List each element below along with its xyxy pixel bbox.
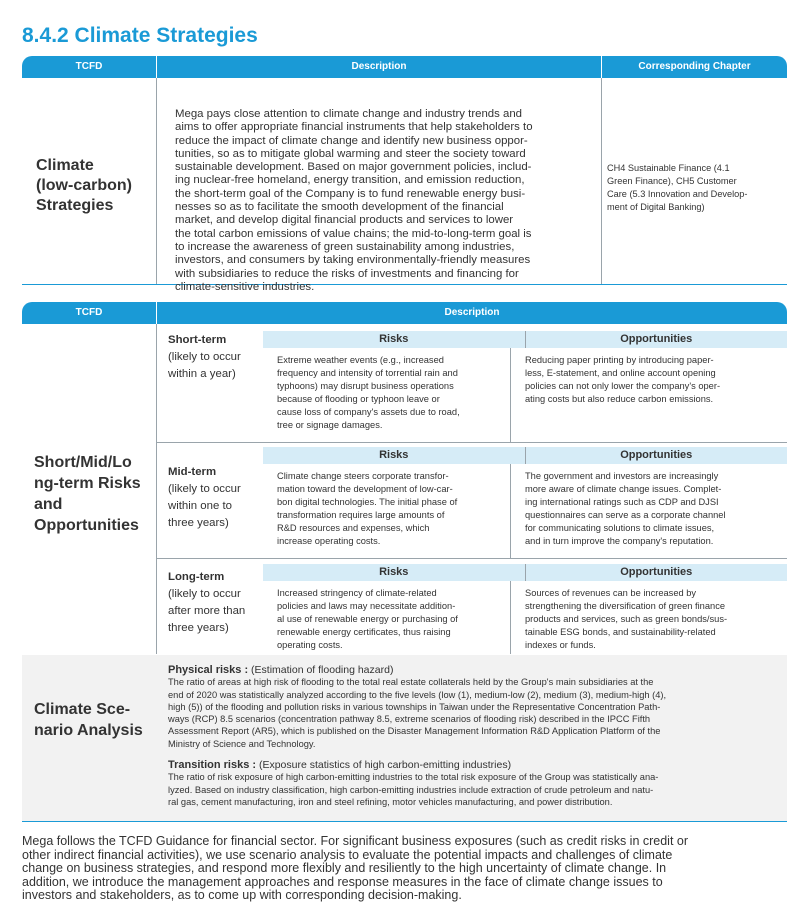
text-line: the short-term goal of the Company is to fund renewable energy busi- <box>175 187 526 200</box>
physical-risks-heading <box>168 664 768 676</box>
text-line: Climate change steers corporate transfor- <box>277 471 449 481</box>
climate-strategies-table <box>22 56 787 293</box>
text-line: Increased stringency of climate-related <box>277 588 437 598</box>
row-label-cell <box>22 324 157 654</box>
chapter-cell <box>602 78 787 284</box>
table-row <box>22 78 787 293</box>
term-name <box>168 569 245 637</box>
footer-paragraph <box>22 835 790 903</box>
term-title: Short-term <box>168 334 227 346</box>
text-line: operating costs. <box>277 640 343 651</box>
term-note: within a year) <box>168 368 236 380</box>
text-line: questionnaires can serve as a corporate channel <box>525 510 726 521</box>
text-line: tunities, so as to mitigate global warming and steer the society toward <box>175 147 526 160</box>
risks-opportunities-block <box>263 331 787 442</box>
text-line: ing nuclear-free homeland, energy transition, and emission reduction, <box>175 174 525 187</box>
row-label-line: Climate <box>36 157 94 174</box>
transition-risks-subtitle: (Exposure statistics of high carbon-emitting industries) <box>258 759 512 772</box>
text-line: ways (RCP) 8.5 scenarios (concentration pathway 8.5, extreme scenarios of flooding risk) described in the IPCC Fifth <box>168 714 651 725</box>
text-line: the total carbon emissions of value chains; the mid-to-long-term goal is <box>175 227 532 240</box>
text-line: sustainable development. Based on major government policies, includ- <box>175 161 532 174</box>
text-line: ral gas, cement manufacturing, iron and steel refining, motor vehicles manufacturing, and power distribution. <box>168 796 613 807</box>
text-line: indexes or funds. <box>525 640 596 651</box>
text-line: to increase the awareness of green sustainability among industries, <box>175 240 515 253</box>
term-note: (likely to occur <box>168 588 241 600</box>
text-line: mation toward the development of low-car- <box>277 484 453 495</box>
row-divider <box>157 442 787 443</box>
text-line: bon digital technologies. The initial phase of <box>277 497 458 508</box>
text-line: transformation requires large amounts of <box>277 510 445 521</box>
physical-risks-subtitle: (Estimation of flooding hazard) <box>251 664 394 676</box>
text-line: tainable ESG bonds, and sustainability-related <box>525 627 716 638</box>
risks-opportunities-table <box>22 302 787 822</box>
text-line: typhoons) may disrupt business operations <box>277 381 454 392</box>
text-line: less, E-statement, and online account opening <box>525 368 716 379</box>
description-cell <box>156 78 602 293</box>
text-line: The ratio of risk exposure of high carbon-emitting industries to the total risk exposure of the Group was statistically ana- <box>168 772 659 783</box>
text-line: aims to offer appropriate financial instruments that help stakeholders to <box>175 121 533 134</box>
row-label-line: and <box>34 496 63 513</box>
term-short <box>157 324 787 442</box>
term-note: three years) <box>168 622 229 634</box>
text-line: more aware of climate change issues. Complet- <box>525 484 722 495</box>
row-label <box>34 452 141 536</box>
opportunities-header: Opportunities <box>620 449 693 461</box>
text-line: addition, we introduce the management approaches and response measures in the face of climate change issues to <box>22 874 663 889</box>
text-line: CH4 Sustainable Finance (4.1 <box>607 163 730 173</box>
transition-risks-heading <box>168 759 768 771</box>
text-line: Care (5.3 Innovation and Develop- <box>607 189 748 199</box>
row-label-line: (low-carbon) <box>36 177 132 194</box>
text-line: investors, and consumers by taking environmentally-friendly measures <box>175 254 531 267</box>
text-line: because of flooding or typhoon leave or <box>277 394 440 405</box>
header-tcfd: TCFD <box>22 302 157 324</box>
text-line: change on business strategies, and respond more flexibly and resiliently to the high uncertainty of climate change. In <box>22 861 667 876</box>
opportunities-header: Opportunities <box>620 566 693 578</box>
term-title: Long-term <box>168 571 225 583</box>
risks-header: Risks <box>263 564 526 581</box>
term-long <box>157 558 787 654</box>
header-corresponding-chapter: Corresponding Chapter <box>602 56 787 78</box>
opportunities-text <box>511 581 781 654</box>
text-line: renewable energy certificates, thus raising <box>277 627 451 638</box>
row-label-line: Opportunities <box>34 517 139 534</box>
text-line: increase operating costs. <box>277 536 381 547</box>
text-line: high (5)) of the flooding and pollution risks in various townships in Taiwan under the Representative Concentration Path- <box>168 701 661 712</box>
text-line: and in turn improve the company's reputation. <box>525 536 714 547</box>
term-name <box>168 332 241 383</box>
risks-text <box>263 348 511 442</box>
row-label-line: Short/Mid/Lo <box>34 454 132 471</box>
text-line: for communicating solutions to climate issues, <box>525 523 715 534</box>
physical-risks-title: Physical risks : <box>168 664 249 676</box>
text-line: Extreme weather events (e.g., increased <box>277 355 444 365</box>
text-line: al use of renewable energy or purchasing of <box>277 614 458 625</box>
text-line: policies and laws may necessitate addition- <box>277 601 456 612</box>
risks-opportunities-block <box>263 447 787 558</box>
text-line: The ratio of areas at high risk of flooding to the total real estate collaterals held by the Group's main subsidiaries at the <box>168 677 654 688</box>
text-line: ing international ratings such as CDP and DJSI <box>525 497 719 508</box>
text-line: investors and stakeholders, as to come up with corresponding decision-making. <box>22 888 462 903</box>
row-label-line: Climate Sce- <box>34 701 131 718</box>
text-line: Green Finance), CH5 Customer <box>607 176 737 186</box>
text-line: Mega pays close attention to climate change and industry trends and <box>175 108 522 120</box>
row-label <box>22 78 156 216</box>
chapter-text <box>602 78 787 214</box>
text-line: tree or signage damages. <box>277 420 383 431</box>
text-line: lyzed. Based on industry classification, high carbon-emitting industries include extraction of crude petroleum and natu- <box>168 784 654 795</box>
opportunities-header: Opportunities <box>620 333 693 345</box>
scenario-analysis-row <box>22 655 787 821</box>
text-line: nesses so as to facilitate the smooth development of the financial <box>175 201 504 214</box>
text-line: ating costs but also reduce carbon emissions. <box>525 394 714 405</box>
section-title: 8.4.2 Climate Strategies <box>22 24 258 47</box>
text-line: R&D resources and expenses, which <box>277 523 430 534</box>
term-note: three years) <box>168 517 229 529</box>
term-note: (likely to occur <box>168 483 241 495</box>
scenario-description <box>168 664 768 808</box>
text-line: climate-sensitive industries. <box>175 280 315 293</box>
risks-opportunities-block <box>263 564 787 654</box>
row-label <box>34 699 143 741</box>
text-line: Reducing paper printing by introducing paper- <box>525 355 714 365</box>
text-line: Sources of revenues can be increased by <box>525 588 697 598</box>
row-divider <box>157 558 787 559</box>
term-note: (likely to occur <box>168 351 241 363</box>
text-line: frequency and intensity of torrential rain and <box>277 368 458 379</box>
table-header-row <box>22 302 787 324</box>
ro-body <box>263 464 787 558</box>
ro-body <box>263 581 787 654</box>
term-name <box>168 464 241 532</box>
term-mid <box>157 442 787 558</box>
text-line: policies can not only lower the company's oper- <box>525 381 721 392</box>
header-tcfd: TCFD <box>22 56 156 78</box>
ro-header <box>263 331 787 348</box>
text-line: strengthening the diversification of green finance <box>525 601 726 612</box>
risks-text <box>263 581 511 654</box>
transition-risks-title: Transition risks : <box>168 759 257 772</box>
term-title: Mid-term <box>168 466 217 478</box>
text-line: products and services, such as green bonds/sus- <box>525 614 728 625</box>
opportunities-text <box>511 464 781 558</box>
ro-header <box>263 564 787 581</box>
ro-header <box>263 447 787 464</box>
text-line: with subsidiaries to reduce the risks of investments and financing for <box>175 267 519 280</box>
text-line: Ministry of Science and Technology. <box>168 738 316 749</box>
text-line: The government and investors are increasingly <box>525 471 719 481</box>
text-line: cause loss of company's assets due to road, <box>277 407 460 418</box>
opportunities-text <box>511 348 781 442</box>
ro-body <box>263 348 787 442</box>
risks-header: Risks <box>263 331 526 348</box>
description-text <box>157 78 601 294</box>
row-label-line: Strategies <box>36 197 114 214</box>
term-note: after more than <box>168 605 246 617</box>
text-line: Assessment Report (AR5), which is published on the Disaster Management Information R&D Application Platform of the <box>168 726 661 737</box>
table-header-row <box>22 56 787 78</box>
row-label-line: ng-term Risks <box>34 475 141 492</box>
header-description: Description <box>157 302 787 324</box>
text-line: market, and develop digital financial products and services to lower <box>175 214 514 227</box>
row-label-cell <box>22 78 156 284</box>
header-description: Description <box>156 56 602 78</box>
row-label-line: nario Analysis <box>34 722 143 739</box>
text-line: reduce the impact of climate change and identify new business oppor- <box>175 134 528 147</box>
term-note: within one to <box>168 500 232 512</box>
text-line: end of 2020 was statistically analyzed according to the five levels (low (1), medium-low (2), medium (3), medium-high (4), <box>168 689 667 700</box>
risks-header: Risks <box>263 447 526 464</box>
text-line: other indirect financial activities), we use scenario analysis to evaluate the potential impacts and challenges of climate <box>22 847 673 862</box>
text-line: Mega follows the TCFD Guidance for financial sector. For significant business exposures (such as credit risks in credit or <box>22 834 689 848</box>
text-line: ment of Digital Banking) <box>607 202 705 212</box>
risks-text <box>263 464 511 558</box>
